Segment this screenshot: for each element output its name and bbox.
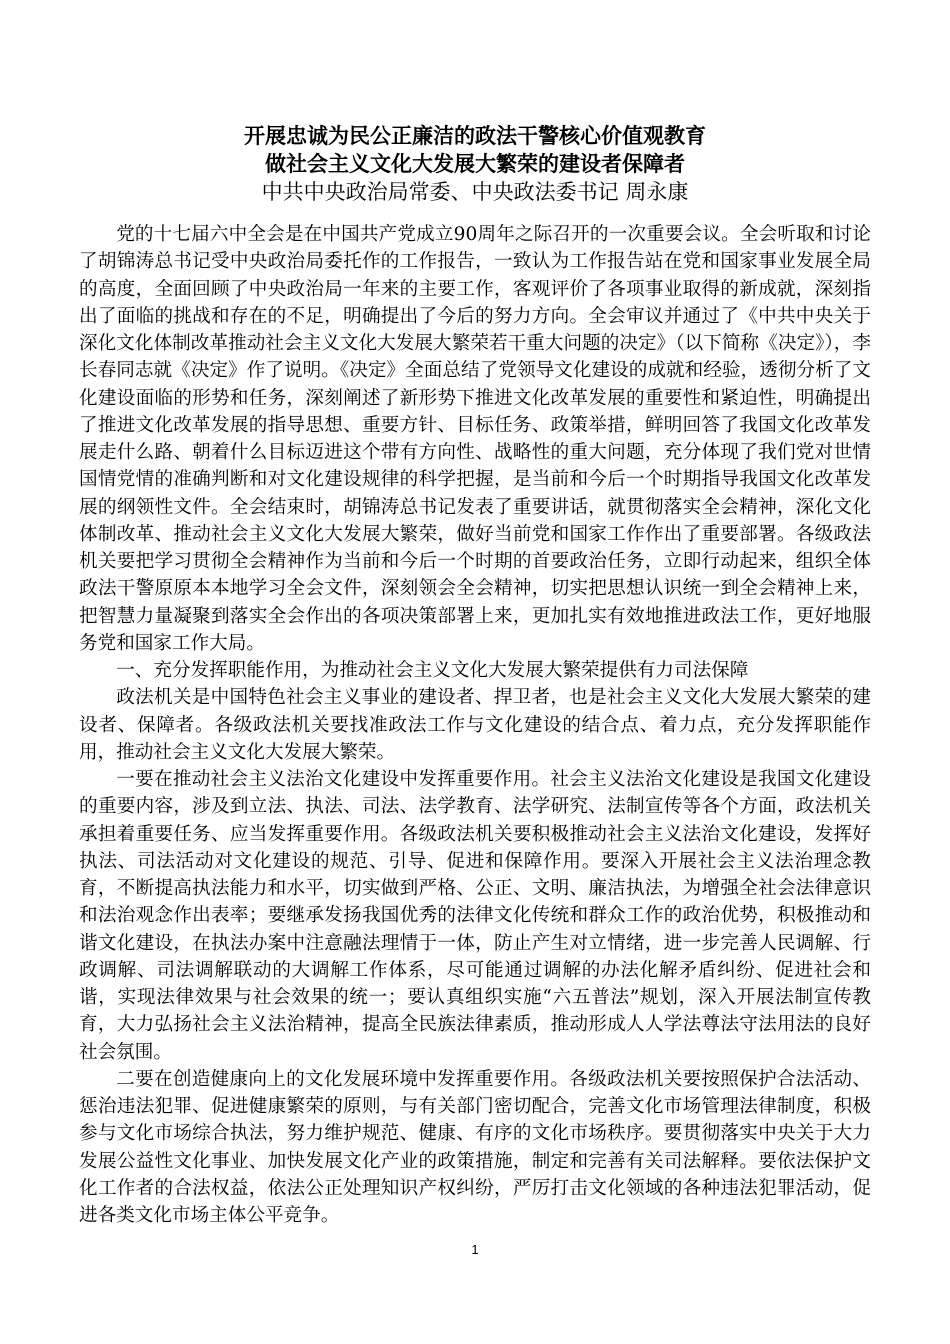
body-text xyxy=(79,221,871,1229)
paragraph-intro: 党的十七届六中全会是在中国共产党成立90周年之际召开的一次重要会议。全会听取和讨论了胡锦涛总书记受中央政治局委托作的工作报告，一致认为工作报告站在党和国家事业发展全局的高度，全面回顾了中央政治局一年来的主要工作，客观评价了各项事业取得的新成就，深刻指出了面临的挑战和存在的不足，明确提出了今后的努力方向。全会审议并通过了《中共中央关于深化文化体制改革推动社会主义文化大发展大繁荣若干重大问题的决定》（以下简称《决定》），李长春同志就《决定》作了说明。《决定》全面总结了党领导文化建设的成就和经验，透彻分析了文化建设面临的形势和任务，深刻阐述了新形势下推进文化改革发展的重要性和紧迫性，明确提出了推进文化改革发展的指导思想、重要方针、目标任务、政策举措，鲜明回答了我国文化改革发展走什么路、朝着什么目标迈进这个带有方向性、战略性的重大问题，充分体现了我们党对世情国情党情的准确判断和对文化建设规律的科学把握，是当前和今后一个时期指导我国文化改革发展的纲领性文件。全会结束时，胡锦涛总书记发表了重要讲话，就贯彻落实全会精神，深化文化体制改革、推动社会主义文化大发展大繁荣，做好当前党和国家工作作出了重要部署。各级政法机关要把学习贯彻全会精神作为当前和今后一个时期的首要政治任务，立即行动起来，组织全体政法干警原原本本地学习全会文件，深刻领会全会精神，切实把思想认识统一到全会精神上来，把智慧力量凝聚到落实全会作出的各项决策部署上来，更加扎实有效地推进政法工作，更好地服务党和国家工作大局。 xyxy=(79,224,871,654)
paragraph-point-2: 二要在创造健康向上的文化发展环境中发挥重要作用。各级政法机关要按照保护合法活动、惩治违法犯罪、促进健康繁荣的原则，与有关部门密切配合，完善文化市场管理法律制度，积极参与文化市场综合执法，努力维护规范、健康、有序的文化市场秩序。要贯彻落实中央关于大力发展公益性文化事业、加快发展文化产业的政策措施，制定和完善有关司法解释。要依法保护文化工作者的合法权益，依法公正处理知识产权纠纷，严厉打击文化领域的各种违法犯罪活动，促进各类文化市场主体公平竞争。 xyxy=(79,1068,871,1226)
author-line: 中共中央政治局常委、中央政法委书记 周永康 xyxy=(261,180,689,204)
title-block xyxy=(80,122,870,207)
page-number: 1 xyxy=(471,1242,479,1257)
section-heading-1: 一、充分发挥职能作用，为推动社会主义文化大发展大繁荣提供有力司法保障 xyxy=(116,660,749,681)
title-line-1: 开展忠诚为民公正廉洁的政法干警核心价值观教育 xyxy=(244,123,706,148)
title-line-2: 做社会主义文化大发展大繁荣的建设者保障者 xyxy=(265,151,685,176)
paragraph-section-1-intro: 政法机关是中国特色社会主义事业的建设者、捍卫者，也是社会主义文化大发展大繁荣的建设者、保障者。各级政法机关要找准政法工作与文化建设的结合点、着力点，充分发挥职能作用，推动社会主义文化大发展大繁荣。 xyxy=(79,687,871,763)
paragraph-point-1: 一要在推动社会主义法治文化建设中发挥重要作用。社会主义法治文化建设是我国文化建设的重要内容，涉及到立法、执法、司法、法学教育、法学研究、法制宣传等各个方面，政法机关承担着重要任务、应当发挥重要作用。各级政法机关要积极推动社会主义法治文化建设，发挥好执法、司法活动对文化建设的规范、引导、促进和保障作用。要深入开展社会主义法治理念教育，不断提高执法能力和水平，切实做到严格、公正、文明、廉洁执法，为增强全社会法律意识和法治观念作出表率；要继承发扬我国优秀的法律文化传统和群众工作的政治优势，积极推动和谐文化建设，在执法办案中注意融法理情于一体，防止产生对立情绪，进一步完善人民调解、行政调解、司法调解联动的大调解工作体系，尽可能通过调解的办法化解矛盾纠纷、促进社会和谐，实现法律效果与社会效果的统一；要认真组织实施“六五普法”规划，深入开展法制宣传教育，大力弘扬社会主义法治精神，提高全民族法律素质，推动形成人人学法尊法守法用法的良好社会氛围。 xyxy=(79,769,871,1063)
